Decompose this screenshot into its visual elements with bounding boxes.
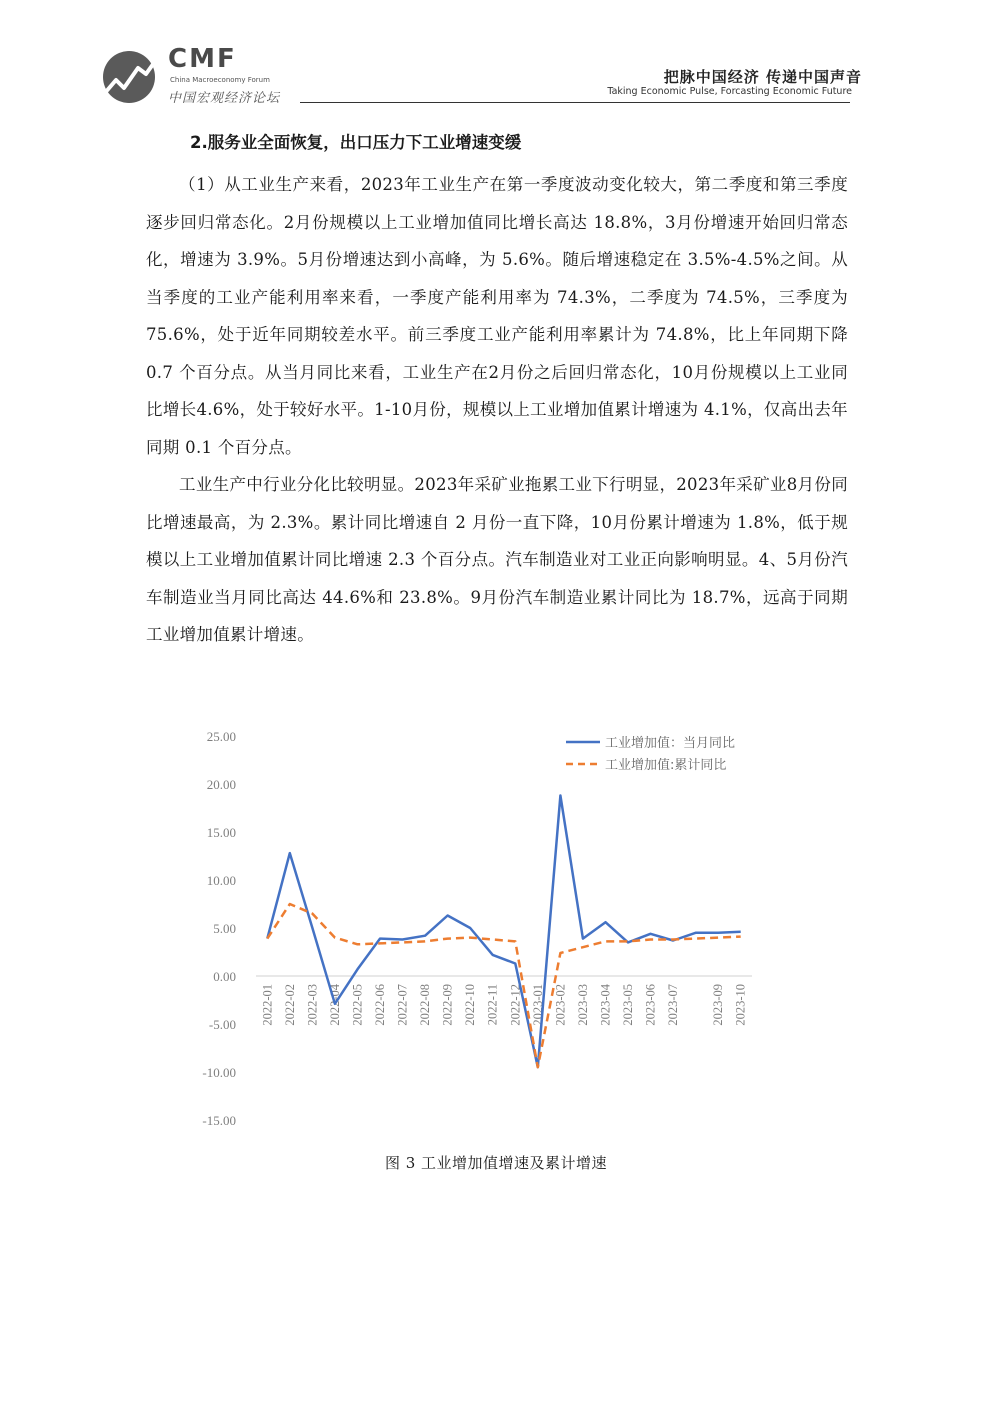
x-tick-label: 2023-07 [666,984,681,1026]
chart-legend [566,735,735,773]
y-tick-label: 10.00 [206,873,236,888]
x-tick-label: 2022-06 [373,984,387,1026]
y-tick-label: -10.00 [202,1065,236,1080]
article-body [146,126,848,654]
x-tick-label: 2022-10 [463,984,478,1026]
x-tick-label: 2023-10 [733,984,748,1026]
x-tick-label: 2022-01 [260,984,275,1026]
industrial-growth-chart [180,720,780,1140]
paragraph-industrial-production: （1）从工业生产来看，2023年工业生产在第一季度波动变化较大，第二季度和第三季度逐步回归常态化。2月份规模以上工业增加值同比增长高达 18.8%，3月份增速开始回归常态化，增速为 3.9%。5月份增速达到小高峰，为 5.6%。随后增速稳定在 3.5%-4.5%之间。从当季度的工业产能利用率来看，一季度产能利用率为 74.3%，二季度为 74.5%，三季度为 75.6%，处于近年同期较差水平。前三季度工业产能利用率累计为 74.8%，比上年同期下降 0.7 个百分点。从当月同比来看，工业生产在2月份之后回归常态化，10月份规模以上工业同比增长4.6%，处于较好水平。1-10月份，规模以上工业增加值累计增速为 4.1%，仅高出去年同期 0.1 个百分点。 [146,175,848,457]
x-tick-label: 2022-03 [305,984,320,1026]
slogan-english: Taking Economic Pulse, Forcasting Economic Future [607,86,852,97]
x-axis-ticks [260,983,747,1025]
x-tick-label: 2023-01 [530,984,545,1026]
y-tick-label: 0.00 [213,969,236,984]
x-tick-label: 2022-11 [485,984,500,1026]
x-tick-label: 2023-04 [598,984,613,1026]
slogan-chinese: 把脉中国经济 传递中国声音 [663,68,862,86]
y-tick-label: -5.00 [208,1017,236,1032]
paragraph-industry-divergence: 工业生产中行业分化比较明显。2023年采矿业拖累工业下行明显，2023年采矿业8月份同比增速最高，为 2.3%。累计同比增速自 2 月份一直下降，10月份累计增速为 1.8%，低于规模以上工业增加值累计同比增速 2.3 个百分点。汽车制造业对工业正向影响明显。4、5月份汽车制造业当月同比高达 44.6%和 23.8%。9月份汽车制造业累计同比为 18.7%，远高于同期工业增加值累计增速。 [146,475,848,644]
x-tick-label: 2022-12 [508,984,523,1026]
figure-caption: 图 3 工业增加值增速及累计增速 [384,1154,608,1172]
logo-chinese-name: 中国宏观经济论坛 [168,91,281,106]
y-tick-label: 20.00 [206,777,236,792]
x-tick-label: 2022-08 [418,984,433,1026]
x-tick-label: 2022-05 [350,984,365,1026]
legend-label-cumulative: 工业增加值:累计同比 [605,758,727,773]
x-tick-label: 2023-05 [621,984,635,1026]
y-tick-label: 25.00 [206,729,236,744]
logo-text: CMF [168,44,237,74]
x-tick-label: 2022-04 [327,984,342,1026]
x-tick-label: 2022-09 [440,984,455,1026]
x-tick-label: 2022-02 [282,984,297,1026]
logo-english-name: China Macroeconomy Forum [170,76,270,84]
header-divider [300,102,850,103]
x-tick-label: 2023-02 [553,984,568,1026]
page-header [0,0,992,110]
y-tick-label: 5.00 [213,921,236,936]
section-heading: 2.服务业全面恢复，出口压力下工业增速变缓 [190,133,522,152]
x-tick-label: 2023-09 [711,984,726,1026]
x-tick-label: 2023-06 [643,984,658,1026]
x-tick-label: 2022-07 [395,984,410,1026]
y-axis-ticks [202,729,236,1128]
x-tick-label: 2023-03 [575,984,590,1026]
y-tick-label: -15.00 [202,1113,236,1128]
legend-label-monthly: 工业增加值：当月同比 [605,736,736,751]
y-tick-label: 15.00 [206,825,236,840]
cmf-logo-icon [98,50,160,104]
